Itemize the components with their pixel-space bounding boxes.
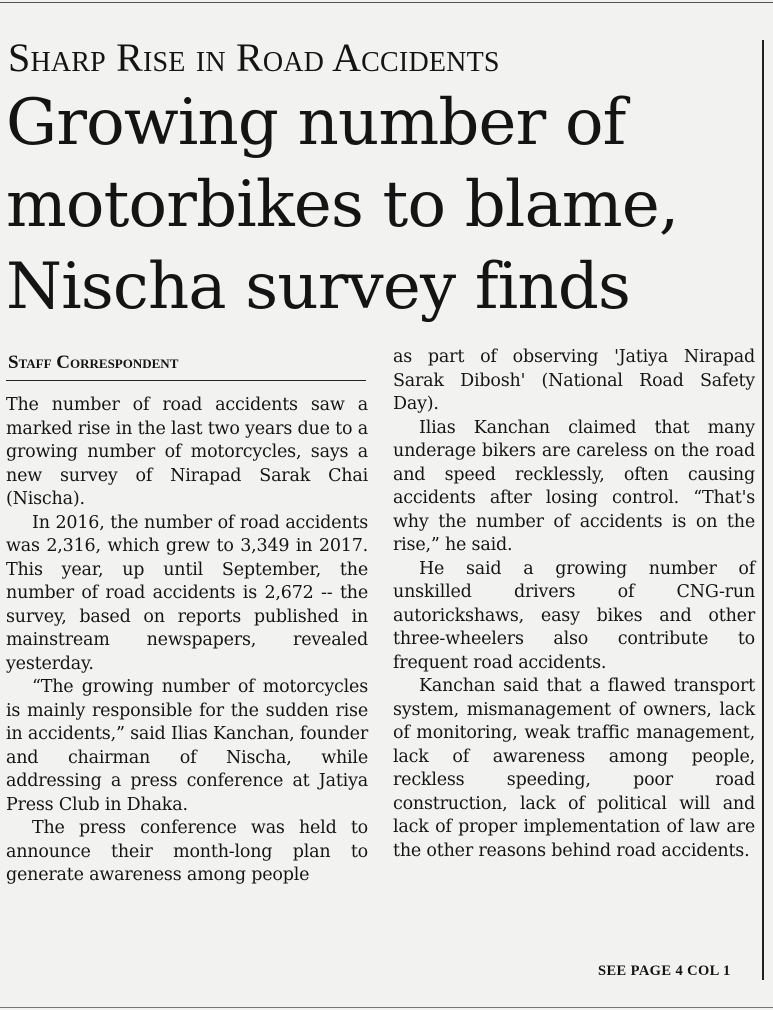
top-rule	[0, 2, 773, 3]
headline-line-3: Nischa survey finds	[6, 250, 631, 324]
byline: Staff Correspondent	[8, 352, 179, 373]
headline-line-2: motorbikes to blame,	[6, 168, 679, 242]
paragraph-1: The number of road accidents saw a marked rise in the last two years due to a growing number of motorcycles, says a new survey of Nirapad Sarak Chai (Nischa).	[6, 395, 368, 509]
paragraph-3: “The growing number of motorcycles is mainly responsible for the sudden rise in accidents,” said Ilias Kanchan, founder and chairman of Nischa, while addressing a press conference at Jatiya Press Club in Dhaka.	[6, 677, 368, 815]
paragraph-8: Kanchan said that a flawed transport system, mismanagement of owners, lack of monitoring, weak traffic management, lack of awareness among people, reckless speeding, poor road construction, lack of political will and lack of proper implementation of law are the other reasons behind road accidents.	[393, 676, 755, 861]
left-column	[6, 394, 368, 888]
headline	[6, 82, 761, 328]
paragraph-4: The press conference was held to announce their month-long plan to generate awareness among people	[6, 818, 368, 885]
jump-line: SEE PAGE 4 COL 1	[598, 963, 731, 979]
paragraph-2: In 2016, the number of road accidents was 2,316, which grew to 3,349 in 2017. This year, up until September, the number of road accidents is 2,672 -- the survey, based on reports published in mainstream newspapers, revealed yesterday.	[6, 512, 368, 674]
paragraph-6: Ilias Kanchan claimed that many underage bikers are careless on the road and speed recklessly, often causing accidents after losing control. “That's why the number of accidents is on the rise,” he said.	[393, 417, 755, 555]
column-rule-right	[762, 40, 764, 980]
paragraph-5: as part of observing 'Jatiya Nirapad Sarak Dibosh' (National Road Safety Day).	[393, 347, 755, 414]
headline-line-1: Growing number of	[6, 86, 626, 160]
byline-rule	[6, 380, 366, 381]
paragraph-7: He said a growing number of unskilled drivers of CNG-run autorickshaws, easy bikes and other three-wheelers also contribute to frequent road accidents.	[393, 558, 755, 673]
right-column	[393, 346, 755, 863]
kicker: Sharp Rise in Road Accidents	[8, 35, 500, 80]
bottom-rule	[0, 1007, 773, 1008]
